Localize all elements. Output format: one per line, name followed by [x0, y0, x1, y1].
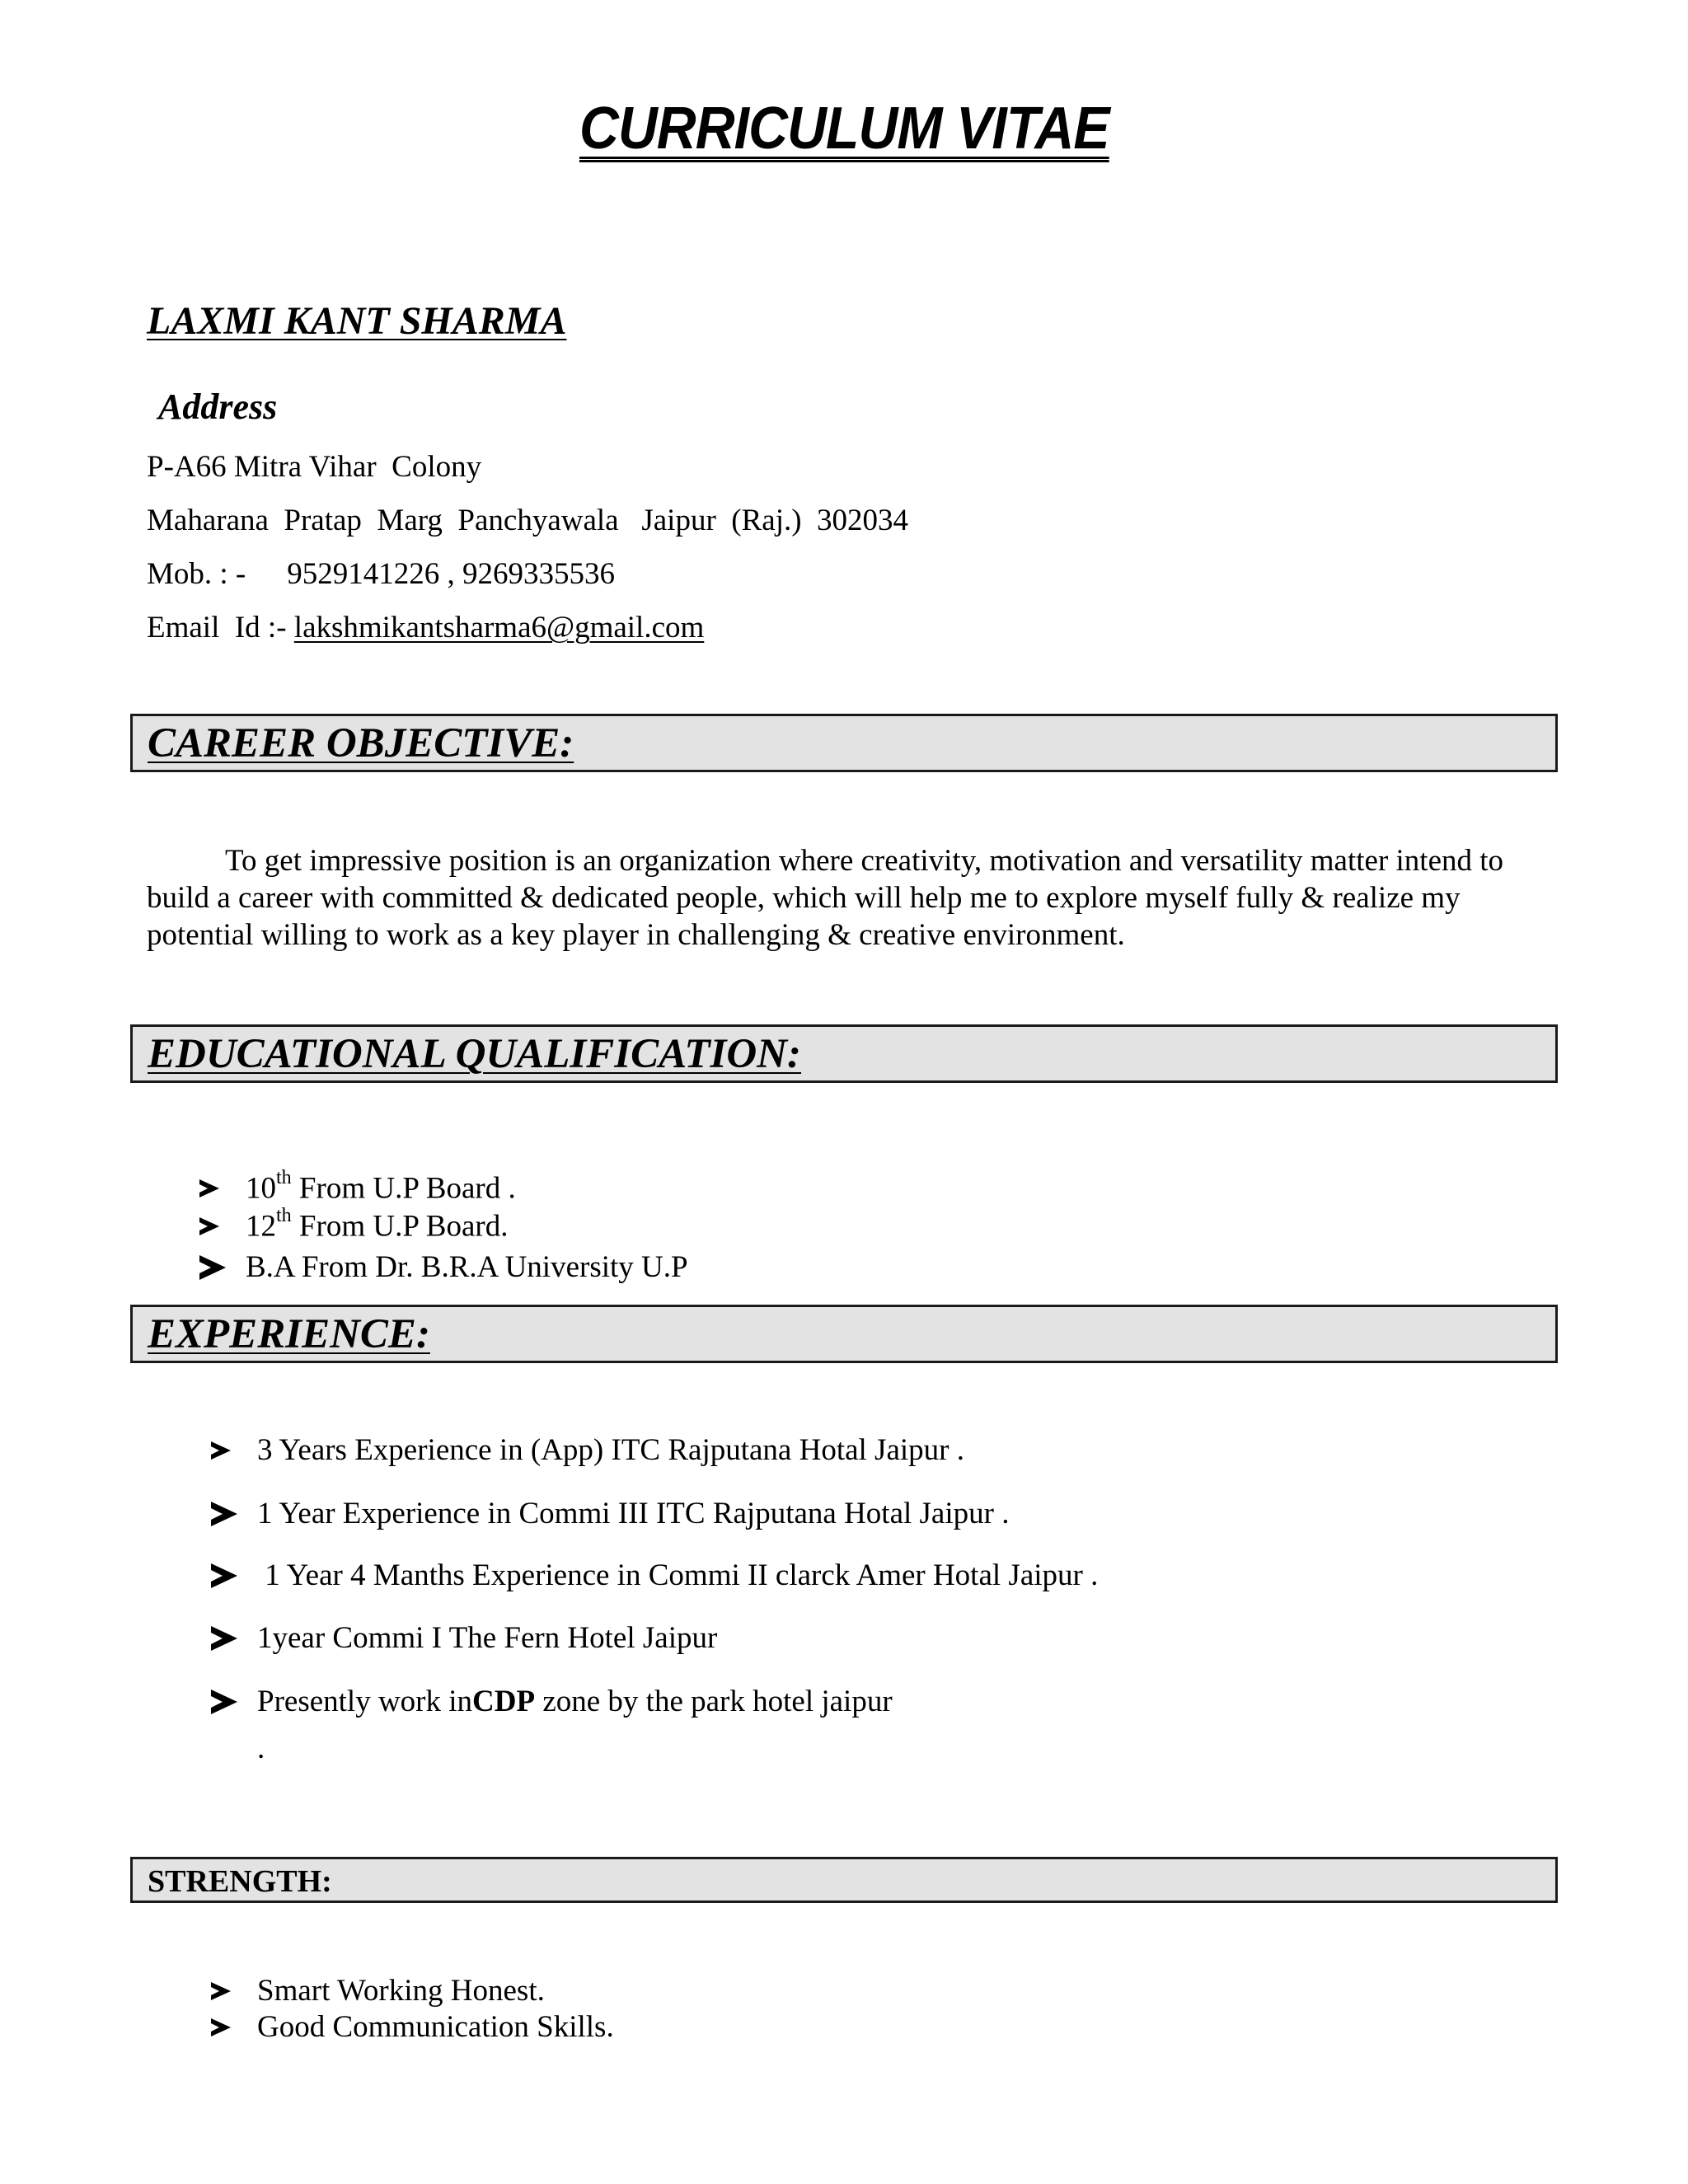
arrow-bullet-icon	[211, 1690, 237, 1714]
list-item: 12th From U.P Board.	[199, 1208, 508, 1244]
email-line	[147, 610, 704, 645]
email-link[interactable]: lakshmikantsharma6@gmail.com	[293, 611, 705, 644]
arrow-bullet-icon	[211, 1441, 231, 1460]
candidate-name: LAXMI KANT SHARMA	[147, 299, 567, 343]
email-label: Email Id :-	[147, 611, 294, 644]
list-item: Smart Working Honest.	[211, 1973, 545, 2008]
education-header	[130, 1024, 1558, 1083]
strength-heading: STRENGTH:	[148, 1864, 332, 1899]
list-item: 10th From U.P Board .	[199, 1170, 516, 1206]
mobile-value: 9529141226 , 9269335536	[287, 557, 615, 591]
list-item: 1 Year Experience in Commi III ITC Rajputana Hotal Jaipur .	[211, 1496, 1009, 1531]
arrow-bullet-icon	[199, 1255, 226, 1280]
title-text: CURRICULUM VITAE	[579, 96, 1109, 162]
address-heading: Address	[158, 387, 278, 427]
career-objective-body: To get impressive position is an organization where creativity, motivation and versatility matter intend to build a career with committed & dedicated people, which will help me to explore myself fully & realize my potential willing to work as a key player in challenging & creative environment.	[147, 844, 1504, 952]
list-item: Good Communication Skills.	[211, 2009, 614, 2045]
arrow-bullet-icon	[211, 1502, 237, 1526]
list-item: B.A From Dr. B.R.A University U.P	[199, 1249, 688, 1285]
page-title	[0, 95, 1688, 162]
arrow-bullet-icon	[211, 2018, 231, 2036]
list-item: 1year Commi I The Fern Hotel Jaipur	[211, 1620, 717, 1656]
mobile-line	[147, 556, 615, 592]
mobile-label: Mob. : -	[147, 557, 246, 591]
experience-heading: EXPERIENCE:	[148, 1311, 430, 1357]
arrow-bullet-icon	[199, 1217, 219, 1235]
arrow-bullet-icon	[211, 1626, 237, 1651]
education-heading: EDUCATIONAL QUALIFICATION:	[148, 1031, 801, 1077]
experience-header	[130, 1305, 1558, 1363]
list-item: 3 Years Experience in (App) ITC Rajputana Hotal Jaipur .	[211, 1432, 964, 1468]
list-item: Presently work inCDP zone by the park hotel jaipur	[211, 1684, 893, 1719]
career-objective-heading: CAREER OBJECTIVE:	[148, 720, 574, 766]
address-line-2: Maharana Pratap Marg Panchyawala Jaipur (Raj.) 302034	[147, 504, 909, 537]
career-objective-text	[147, 842, 1548, 954]
trailing-dot: .	[257, 1732, 265, 1765]
career-objective-header	[130, 714, 1558, 772]
arrow-bullet-icon	[211, 1563, 237, 1588]
list-item: 1 Year 4 Manths Experience in Commi II clarck Amer Hotal Jaipur .	[211, 1558, 1098, 1593]
arrow-bullet-icon	[199, 1179, 219, 1197]
strength-header	[130, 1857, 1558, 1903]
arrow-bullet-icon	[211, 1982, 231, 2000]
address-line-1: P-A66 Mitra Vihar Colony	[147, 450, 482, 484]
